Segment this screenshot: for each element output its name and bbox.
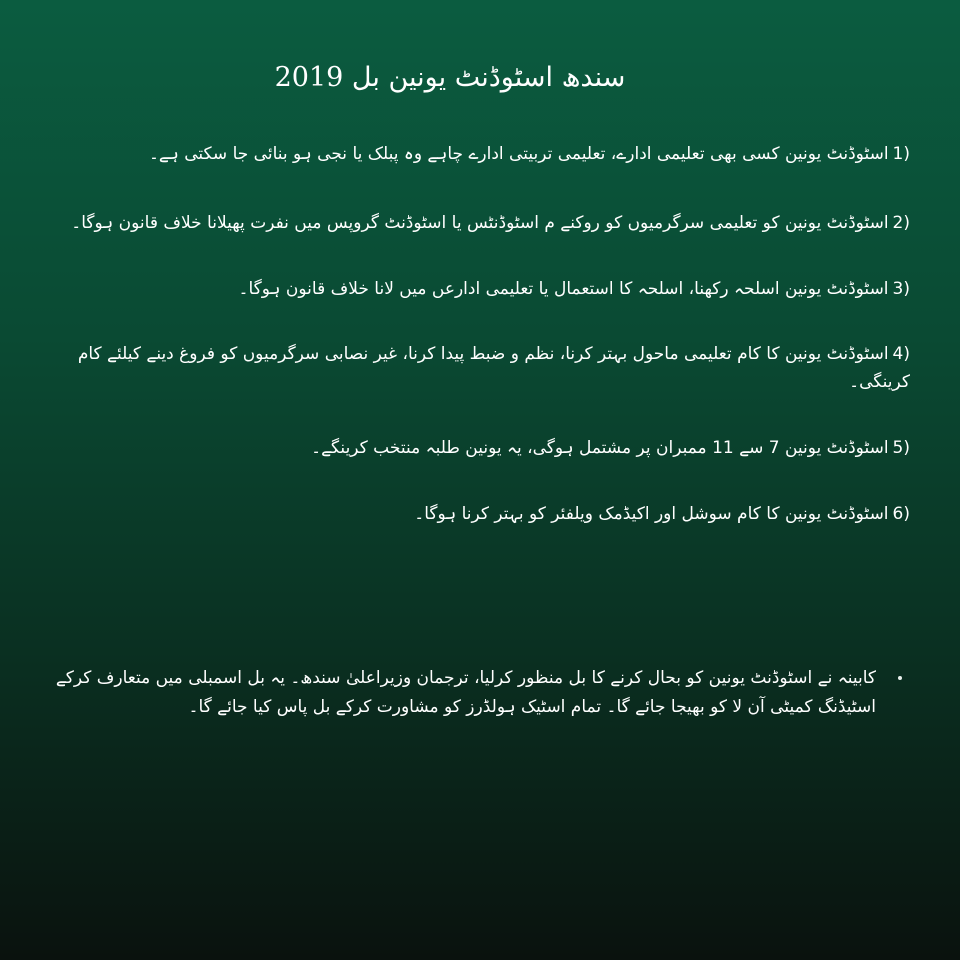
bill-point-3 [50, 275, 910, 303]
bill-point-2 [50, 209, 910, 237]
bill-point-6 [50, 500, 910, 528]
bill-point-number: 1) [892, 144, 910, 164]
bill-point-number: 3) [892, 279, 910, 299]
bill-point-text: اسٹوڈنٹ یونین کو تعلیمی سرگرمیوں کو روکنے م اسٹوڈنٹس یا اسٹوڈنٹ گروپس میں نفرت پھیلانا خلاف قانون ہوگا۔ [71, 213, 889, 233]
bill-point-1 [50, 140, 910, 168]
bill-point-text: اسٹوڈنٹ یونین 7 سے 11 ممبران پر مشتمل ہوگی، یہ یونین طلبہ منتخب کرینگے۔ [311, 438, 889, 458]
bill-point-number: 2) [892, 213, 910, 233]
bill-point-text: اسٹوڈنٹ یونین کا کام تعلیمی ماحول بہتر کرنا، نظم و ضبط پیدا کرنا، غیر نصابی سرگرمیوں کو فروغ دینے کیلئے کام کرینگی۔ [77, 344, 910, 392]
bullet-dot [898, 676, 902, 680]
bill-points-list [50, 140, 910, 528]
bill-point-number: 4) [892, 344, 910, 364]
bill-point-text: اسٹوڈنٹ یونین کسی بھی تعلیمی ادارے، تعلیمی تربیتی ادارے چاہے وہ پبلک یا نجی ہو بنائی جا سکتی ہے۔ [148, 144, 889, 164]
bill-point-text: اسٹوڈنٹ یونین اسلحہ رکھنا، اسلحہ کا استعمال یا تعلیمی ادارعں میں لانا خلاف قانون ہوگا۔ [238, 279, 889, 299]
cabinet-note-paragraph: کابینہ نے اسٹوڈنٹ یونین کو بحال کرنے کا بل منظور کرلیا، ترجمان وزیراعلیٰ سندھ۔ یہ بل اسمبلی میں متعارف کرکے اسٹیڈنگ کمیٹی آن لا کو بھیجا جائے گا۔ تمام اسٹیک ہولڈرز کو مشاورت کرکے بل پاس کیا جائے گا۔ [55, 668, 876, 717]
bill-point-text: اسٹوڈنٹ یونین کا کام سوشل اور اکیڈمک ویلفئر کو بہتر کرنا ہوگا۔ [414, 504, 889, 524]
bill-point-4 [50, 340, 910, 396]
bill-point-5 [50, 434, 910, 462]
document-title: سندھ اسٹوڈنٹ یونین بل 2019 [274, 62, 626, 93]
bill-point-number: 6) [892, 504, 910, 524]
bill-point-number: 5) [892, 438, 910, 458]
